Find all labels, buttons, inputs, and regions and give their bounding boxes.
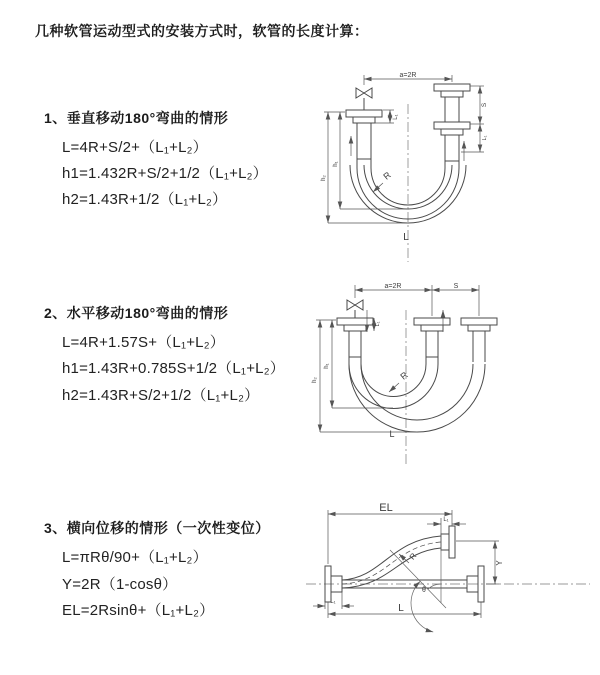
pipe-flanges <box>337 318 497 362</box>
braided-hose-section <box>349 331 361 357</box>
section-3-heading: 3、横向位移的情形（一次性变位） <box>44 520 270 536</box>
radius-label: R <box>398 369 410 382</box>
diagram-vertical-180-bend <box>306 66 588 266</box>
dim-label-l1: L₁ <box>375 321 381 327</box>
dim-label-h1: h₁ <box>333 161 339 167</box>
valve-symbol <box>347 300 363 318</box>
braided-hose-section <box>357 123 371 159</box>
angle-label-theta: θ <box>422 587 426 594</box>
diagram-lateral-displacement <box>296 496 598 664</box>
dim-label-l1-bottom: L₁ <box>330 599 336 605</box>
section-2-formula-h2: h2=1.43R+S/2+1/2（L₁+L₂） <box>62 387 260 404</box>
dim-label-el: EL <box>379 502 393 514</box>
section-2-formula-l: L=4R+1.57S+（L₁+L₂） <box>62 334 225 351</box>
dim-label-h2: h₂ <box>321 175 327 181</box>
diagram-horizontal-180-bend <box>306 276 596 468</box>
section-2-heading: 2、水平移动180°弯曲的情形 <box>44 305 229 321</box>
dim-label-a-2r: a=2R <box>399 72 417 79</box>
section-3-formula-y: Y=2R（1-cosθ） <box>62 576 178 593</box>
section-3-formula-el: EL=2Rsinθ+（L₁+L₂） <box>62 602 215 619</box>
length-label: L <box>398 603 404 614</box>
page-title: 几种软管运动型式的安装方式时，软管的长度计算： <box>35 23 369 39</box>
length-label: L <box>389 429 395 439</box>
movement-arrows <box>351 136 464 161</box>
valve-symbol <box>356 88 372 110</box>
dim-label-l1-left: L₁ <box>393 114 399 120</box>
dim-label-a-2r: a=2R <box>384 283 402 290</box>
right-pipe-flanges <box>434 84 470 161</box>
movement-arrows <box>367 310 443 332</box>
dim-label-s: S <box>481 102 488 108</box>
length-label: L <box>403 232 409 243</box>
left-pipe-flange <box>346 110 382 159</box>
section-1-heading: 1、垂直移动180°弯曲的情形 <box>44 110 229 126</box>
section-2-formula-h1: h1=1.43R+0.785S+1/2（L₁+L₂） <box>62 360 285 377</box>
section-1-formula-l: L=4R+S/2+（L₁+L₂） <box>62 139 208 156</box>
dim-label-h1: h₁ <box>324 363 330 369</box>
radius-label: R <box>381 169 393 182</box>
u-bend-hose <box>349 357 485 432</box>
dim-label-s: S <box>453 283 459 290</box>
braided-hose-section <box>426 331 438 357</box>
upper-flange <box>441 526 455 558</box>
section-1-formula-h2: h2=1.43R+1/2（L₁+L₂） <box>62 191 228 208</box>
dimensions <box>313 510 499 618</box>
dim-label-l1-right: L₁ <box>482 135 488 141</box>
dim-label-l1-top: L₁ <box>443 517 449 523</box>
dim-label-h2: h₂ <box>312 377 318 383</box>
dim-label-y: Y <box>495 560 504 566</box>
section-3-formula-l: L=πRθ/90+（L₁+L₂） <box>62 549 208 566</box>
braided-hose-section <box>445 135 459 161</box>
dimensions <box>316 285 479 432</box>
section-1-formula-h1: h1=1.432R+S/2+1/2（L₁+L₂） <box>62 165 268 182</box>
radius-label: R <box>407 551 419 562</box>
